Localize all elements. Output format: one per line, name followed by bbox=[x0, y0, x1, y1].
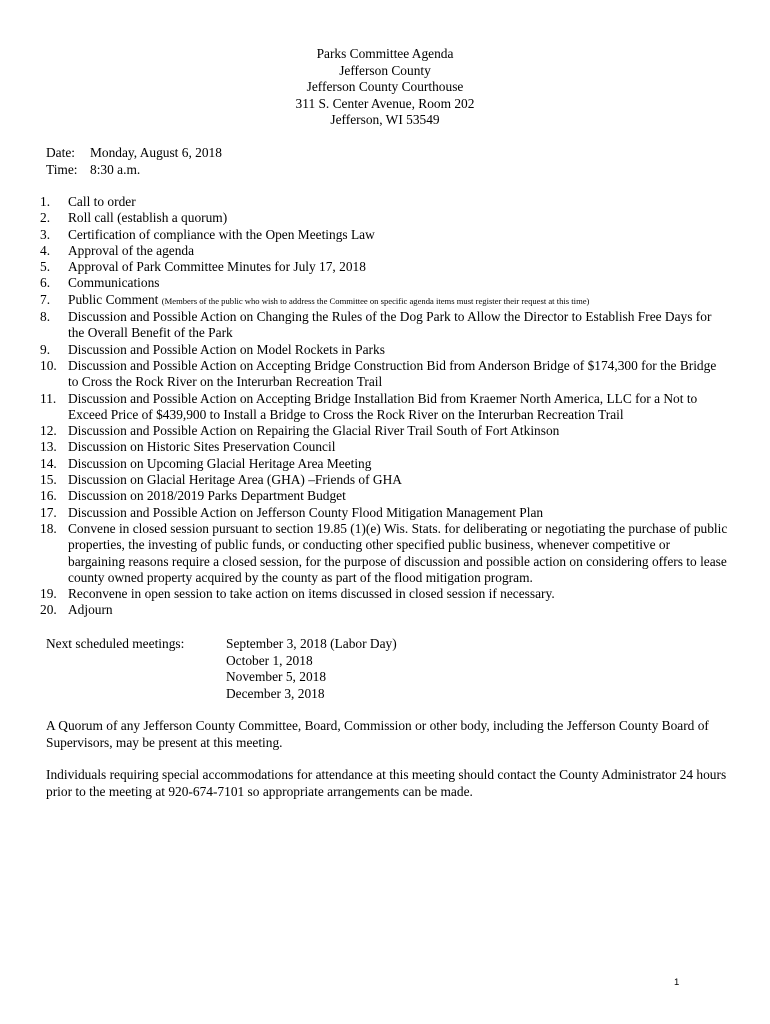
agenda-item-content bbox=[68, 586, 730, 602]
agenda-item-number: 13. bbox=[40, 439, 57, 455]
meeting-date: November 5, 2018 bbox=[226, 669, 327, 684]
agenda-item-number: 20. bbox=[40, 602, 57, 618]
time-row bbox=[46, 162, 222, 179]
time-label: Time: bbox=[46, 161, 78, 177]
agenda-item-text: Discussion and Possible Action on Jefferson County Flood Mitigation Management Plan bbox=[68, 504, 544, 520]
agenda-item-number: 18. bbox=[40, 520, 57, 536]
agenda-item-number: 11. bbox=[40, 390, 57, 406]
agenda-item bbox=[40, 259, 730, 275]
agenda-item-number: 3. bbox=[40, 226, 51, 242]
agenda-item bbox=[40, 505, 730, 521]
agenda-item-number: 12. bbox=[40, 423, 57, 439]
agenda-item-number: 2. bbox=[40, 210, 51, 226]
agenda-item bbox=[40, 456, 730, 472]
accommodations-notice: Individuals requiring special accommodations for attendance at this meeting should contact the County Administrator 24 hours prior to the meeting at 920-674-7101 so appropriate arrangements can be made. bbox=[46, 767, 727, 799]
agenda-item bbox=[40, 488, 730, 504]
agenda-item-text: Discussion on Upcoming Glacial Heritage Area Meeting bbox=[68, 455, 372, 471]
agenda-item-number: 7. bbox=[40, 291, 51, 307]
document-title: Parks Committee Agenda bbox=[316, 46, 454, 61]
agenda-list bbox=[40, 194, 730, 619]
next-meetings-dates bbox=[226, 636, 397, 702]
quorum-notice: A Quorum of any Jefferson County Committee, Board, Commission or other body, including the Jefferson County Board of Supervisors, may be present at this meeting. bbox=[46, 718, 709, 750]
agenda-item-text: Discussion on Glacial Heritage Area (GHA) –Friends of GHA bbox=[68, 472, 402, 488]
agenda-item-text: Convene in closed session pursuant to section 19.85 (1)(e) Wis. Stats. for deliberating or negotiating the purchase of public properties, the investing of public funds, or conducting other specified public business, whenever competitive or bargaining reasons require a closed session, for the purpose of discussion and possible action on considering offers to lease county owned property acquired by the county as part of the flood mitigation program. bbox=[68, 520, 728, 585]
agenda-item-content bbox=[68, 456, 730, 472]
agenda-item-text: Certification of compliance with the Open Meetings Law bbox=[68, 226, 375, 242]
agenda-item-content bbox=[68, 243, 730, 259]
agenda-item-number: 17. bbox=[40, 504, 57, 520]
agenda-item-text: Discussion and Possible Action on Accepting Bridge Construction Bid from Anderson Bridge of $174,300 for the Bridge to Cross the Rock River on the Interurban Recreation Trail bbox=[68, 357, 717, 390]
agenda-item bbox=[40, 423, 730, 439]
agenda-item-content bbox=[68, 391, 730, 424]
agenda-item-text: Discussion on Historic Sites Preservation Council bbox=[68, 439, 336, 455]
agenda-item-number: 9. bbox=[40, 341, 51, 357]
agenda-item-content bbox=[68, 309, 730, 342]
agenda-item bbox=[40, 602, 730, 618]
agenda-item bbox=[40, 586, 730, 602]
agenda-item-content bbox=[68, 342, 730, 358]
page-number: 1 bbox=[674, 977, 680, 988]
agenda-item-content bbox=[68, 505, 730, 521]
venue-city: Jefferson, WI 53549 bbox=[330, 112, 440, 127]
agenda-item-text: Communications bbox=[68, 275, 160, 291]
agenda-item bbox=[40, 358, 730, 391]
agenda-item-content bbox=[68, 472, 730, 488]
agenda-item-number: 16. bbox=[40, 488, 57, 504]
agenda-item bbox=[40, 275, 730, 291]
venue-name: Jefferson County Courthouse bbox=[306, 79, 464, 94]
agenda-item-text: Call to order bbox=[68, 194, 136, 209]
agenda-item-number: 15. bbox=[40, 472, 57, 488]
agenda-item-text: Reconvene in open session to take action on items discussed in closed session if necessary. bbox=[68, 586, 555, 602]
agenda-item-number: 10. bbox=[40, 357, 57, 373]
agenda-item-number: 19. bbox=[40, 586, 57, 602]
agenda-item-content bbox=[68, 602, 730, 618]
next-meetings-label: Next scheduled meetings: bbox=[46, 636, 185, 651]
agenda-item-content bbox=[68, 521, 730, 586]
agenda-item bbox=[40, 439, 730, 455]
agenda-item-number: 1. bbox=[40, 194, 51, 209]
agenda-item-content bbox=[68, 227, 730, 243]
agenda-item-text: Discussion on 2018/2019 Parks Department Budget bbox=[68, 488, 346, 504]
date-row bbox=[46, 145, 222, 162]
agenda-item bbox=[40, 309, 730, 342]
next-meetings bbox=[46, 636, 397, 702]
agenda-item-text: Adjourn bbox=[68, 602, 113, 618]
agenda-item-text: Approval of the agenda bbox=[68, 242, 195, 258]
agenda-item bbox=[40, 210, 730, 226]
agenda-item bbox=[40, 292, 730, 309]
agenda-item-number: 4. bbox=[40, 242, 51, 258]
agenda-item-text: Approval of Park Committee Minutes for July 17, 2018 bbox=[68, 259, 366, 275]
agenda-item-number: 8. bbox=[40, 309, 51, 325]
meeting-date: October 1, 2018 bbox=[226, 652, 313, 668]
agenda-header bbox=[0, 46, 770, 129]
date-label: Date: bbox=[46, 145, 75, 160]
agenda-item-content bbox=[68, 210, 730, 226]
agenda-item-text: Discussion and Possible Action on Accepting Bridge Installation Bid from Kraemer North America, LLC for a Not to Exceed Price of $439,900 to Install a Bridge to Cross the Rock River on the Interurban Recreation Trail bbox=[68, 390, 698, 422]
agenda-item-content bbox=[68, 358, 730, 391]
agenda-item bbox=[40, 342, 730, 358]
agenda-item bbox=[40, 521, 730, 586]
agenda-item-text: Public Comment bbox=[68, 291, 159, 307]
agenda-item-note: (Members of the public who wish to address the Committee on specific agenda items must register their request at this time) bbox=[161, 295, 590, 306]
agenda-item-text: Roll call (establish a quorum) bbox=[68, 210, 228, 226]
agenda-item-number: 5. bbox=[40, 259, 51, 275]
agenda-item-content bbox=[68, 292, 730, 309]
venue-address: 311 S. Center Avenue, Room 202 bbox=[295, 95, 475, 111]
agenda-item-number: 6. bbox=[40, 275, 51, 291]
agenda-item-text: Discussion and Possible Action on Changing the Rules of the Dog Park to Allow the Director to Establish Free Days for the Overall Benefit of the Park bbox=[68, 309, 712, 341]
meeting-datetime bbox=[46, 145, 222, 178]
agenda-item-content bbox=[68, 439, 730, 455]
agenda-item-content bbox=[68, 488, 730, 504]
agenda-item bbox=[40, 227, 730, 243]
date-value: Monday, August 6, 2018 bbox=[90, 145, 222, 160]
agenda-item bbox=[40, 391, 730, 424]
agenda-item-content bbox=[68, 423, 730, 439]
agenda-item-content bbox=[68, 259, 730, 275]
agenda-item bbox=[40, 243, 730, 259]
agenda-item bbox=[40, 194, 730, 210]
agenda-item-number: 14. bbox=[40, 455, 57, 471]
agenda-item-content bbox=[68, 194, 730, 210]
agenda-item-text: Discussion and Possible Action on Repairing the Glacial River Trail South of Fort Atkinson bbox=[68, 423, 560, 439]
county-name: Jefferson County bbox=[339, 62, 431, 78]
meeting-date: September 3, 2018 (Labor Day) bbox=[226, 636, 397, 651]
time-value: 8:30 a.m. bbox=[90, 161, 141, 177]
agenda-item bbox=[40, 472, 730, 488]
agenda-item-text: Discussion and Possible Action on Model Rockets in Parks bbox=[68, 341, 385, 357]
meeting-date: December 3, 2018 bbox=[226, 685, 325, 701]
agenda-item-content bbox=[68, 275, 730, 291]
